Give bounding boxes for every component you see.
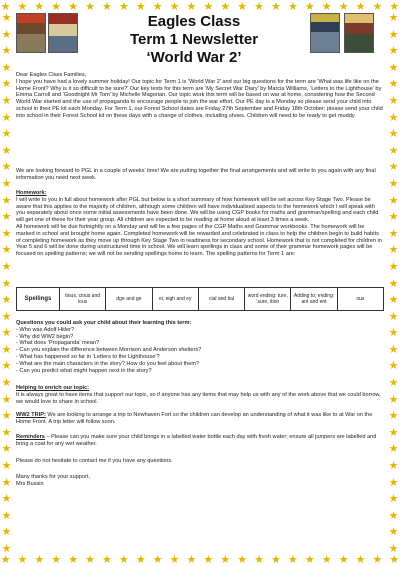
star-icon: ★ — [388, 392, 399, 406]
star-icon: ★ — [388, 93, 399, 107]
star-icon: ★ — [1, 77, 12, 91]
list-item: - Why did WW2 begin? — [16, 333, 74, 340]
star-border-top — [0, 1, 400, 13]
star-icon: ★ — [1, 127, 12, 141]
enrich-paragraph: It is always great to have items that support our topic, so if anyone has any items that may help us with any of the work above that we could borrow, we would love to share in school. — [16, 391, 381, 405]
list-item: - What does ‘Propaganda’ mean? — [16, 340, 100, 347]
star-icon: ★ — [51, 553, 62, 566]
spelling-cell: word ending: ture, ‘sure, ition — [245, 288, 291, 311]
signoff-section — [16, 474, 384, 488]
star-icon: ★ — [388, 459, 399, 473]
star-icon: ★ — [0, 553, 11, 566]
star-icon: ★ — [68, 553, 79, 566]
star-icon: ★ — [1, 193, 12, 207]
star-icon: ★ — [388, 27, 399, 41]
star-icon: ★ — [152, 553, 163, 566]
star-icon: ★ — [1, 243, 12, 257]
star-icon: ★ — [304, 0, 315, 13]
star-icon: ★ — [338, 0, 349, 13]
star-icon: ★ — [254, 553, 265, 566]
star-icon: ★ — [254, 0, 265, 13]
star-icon: ★ — [1, 525, 12, 539]
star-icon: ★ — [388, 326, 399, 340]
signature: Mrs Bussin — [16, 480, 44, 487]
star-icon: ★ — [271, 553, 281, 566]
topic-title: ‘World War 2’ — [146, 49, 242, 66]
star-icon: ★ — [372, 0, 383, 13]
star-icon: ★ — [388, 143, 399, 157]
star-icon: ★ — [1, 326, 12, 340]
star-icon: ★ — [1, 160, 12, 174]
star-icon: ★ — [1, 259, 12, 273]
homework-heading: Homework: — [16, 190, 47, 196]
enrich-heading: Helping to enrich our topic: — [16, 385, 90, 391]
star-icon: ★ — [85, 0, 95, 13]
list-item: - Who was Adolf Hitler? — [16, 326, 75, 333]
star-icon: ★ — [338, 553, 349, 566]
homework-paragraph-1: I will write to you in full about homework after PGL but below is a short summary of how homework will be set across Key Stage Two. Please be aware that this applies to the majority of children, although some children will have individualised aspects to the homework which I will speak with you separately about once some initial assessments have been done. We will be using CGP books for maths and grammar/spelling and each child will get one of these for their year group. All children are expected to be reading at home aloud at least 3 times a week. — [16, 196, 379, 224]
spelling-cell: dge and ge — [106, 288, 152, 311]
star-icon: ★ — [169, 0, 180, 13]
star-icon: ★ — [34, 553, 45, 566]
spelling-cell: tious, cious and ious — [60, 288, 106, 311]
star-icon: ★ — [186, 553, 197, 566]
star-icon: ★ — [388, 525, 399, 539]
star-icon: ★ — [388, 176, 399, 190]
reminders-paragraph — [16, 434, 384, 448]
star-icon: ★ — [85, 553, 95, 566]
star-icon: ★ — [34, 0, 45, 13]
book-cover-image — [310, 13, 340, 53]
list-item: - Can you predict what might happen next in the story? — [16, 367, 152, 374]
pgl-paragraph: We are looking forward to PGL in a couple of weeks’ time! We are putting together the final arrangements and will write to you again with any final information you need next week. — [16, 168, 376, 181]
star-icon: ★ — [388, 110, 399, 124]
spellings-header-cell: Spellings — [17, 288, 60, 311]
star-icon: ★ — [271, 0, 281, 13]
star-icon: ★ — [102, 553, 112, 566]
spelling-cell: ous — [337, 288, 383, 311]
star-icon: ★ — [118, 0, 129, 13]
star-icon: ★ — [135, 553, 146, 566]
star-icon: ★ — [1, 475, 12, 489]
star-icon: ★ — [186, 0, 197, 13]
questions-heading: Questions you could ask your child about their learning this term: — [16, 320, 192, 326]
book-cover-image — [344, 13, 374, 53]
star-icon: ★ — [388, 293, 399, 307]
spelling-table — [16, 287, 384, 311]
star-icon: ★ — [1, 442, 12, 456]
star-icon: ★ — [1, 93, 12, 107]
star-icon: ★ — [17, 0, 28, 13]
spelling-cell: cial and tial — [198, 288, 244, 311]
spelling-cell: Adding to; ending: ant and ent — [291, 288, 337, 311]
star-icon: ★ — [237, 0, 248, 13]
star-icon: ★ — [388, 442, 399, 456]
star-icon: ★ — [388, 475, 399, 489]
trip-label: WW2 TRIP: — [16, 412, 46, 418]
list-item: - Can you explain the difference between Morrison and Anderson shelters? — [16, 347, 202, 354]
star-icon: ★ — [388, 60, 399, 74]
star-icon: ★ — [0, 0, 11, 13]
star-border-right — [388, 12, 400, 554]
star-icon: ★ — [1, 392, 12, 406]
star-icon: ★ — [1, 176, 12, 190]
star-icon: ★ — [203, 553, 214, 566]
newsletter-title: Term 1 Newsletter — [129, 31, 259, 48]
star-icon: ★ — [388, 210, 399, 224]
star-icon: ★ — [1, 143, 12, 157]
spelling-cell: ei, eigh and ey — [152, 288, 198, 311]
star-icon: ★ — [388, 425, 399, 439]
star-icon: ★ — [68, 0, 79, 13]
homework-section — [16, 190, 384, 258]
reminders-label: Reminders — [16, 434, 45, 440]
star-icon: ★ — [1, 409, 12, 423]
star-icon: ★ — [388, 492, 399, 506]
star-icon: ★ — [388, 508, 399, 522]
star-icon: ★ — [389, 0, 400, 13]
star-icon: ★ — [388, 259, 399, 273]
star-icon: ★ — [388, 127, 399, 141]
questions-section — [16, 320, 384, 374]
intro-paragraph: I hope you have had a lovely summer holiday! Our topic for Term 1 is ‘World War 2’ and our big questions for the term are ‘What was life like on the Home Front? Why is it so difficult to be sure?’ Our key texts for this term are ‘My Secret War Diary’ by Marcia Williams, ‘Letters to the Lighthouse’ by Emma Carroll and ‘Goodnight Mr Tom’ by Michelle Magorian. Our topic work this term will be based on war at home, considering how the Second World War started and the use of propaganda to encourage people to join the war effort. Our PE day is a Monday so please send your child into school in their PE kit each Monday. For Term 1, our Forest School dates are Friday 27th September and Friday 18th October; please send your child into school in their Forest School kit on these days with a change of clothes, including shoes. Children will need to be ready to get muddy. — [16, 78, 383, 119]
star-icon: ★ — [118, 553, 129, 566]
star-icon: ★ — [1, 11, 12, 24]
greeting: Dear Eagles Class Families, — [16, 72, 87, 78]
trip-text: We are looking to arrange a trip to Newhaven Fort so the children can develop an understanding of what it was like to at War on the Home Front. A trip letter will follow soon. — [16, 412, 373, 425]
star-icon: ★ — [388, 309, 399, 323]
reminders-text: – Please can you make sure your child brings in a labelled water bottle each day with fresh water; ensure all jumpers are labelled and bring a coat for any wet weather. — [16, 434, 377, 447]
star-icon: ★ — [388, 226, 399, 240]
star-icon: ★ — [220, 553, 231, 566]
star-icon: ★ — [389, 553, 400, 566]
star-icon: ★ — [388, 359, 399, 373]
star-icon: ★ — [1, 425, 12, 439]
star-icon: ★ — [1, 110, 12, 124]
star-icon: ★ — [388, 409, 399, 423]
star-icon: ★ — [1, 508, 12, 522]
star-icon: ★ — [169, 553, 180, 566]
star-icon: ★ — [388, 243, 399, 257]
star-icon: ★ — [388, 77, 399, 91]
star-border-left — [1, 12, 13, 554]
star-icon: ★ — [1, 542, 12, 555]
star-icon: ★ — [1, 492, 12, 506]
star-icon: ★ — [220, 0, 231, 13]
star-icon: ★ — [287, 0, 298, 13]
star-icon: ★ — [1, 276, 12, 290]
table-row — [17, 288, 384, 311]
star-icon: ★ — [237, 553, 248, 566]
star-icon: ★ — [1, 27, 12, 41]
star-icon: ★ — [388, 44, 399, 58]
intro-section — [16, 72, 384, 120]
list-item: - What are the main characters in the story? How do you feel about them? — [16, 360, 200, 367]
star-icon: ★ — [203, 0, 214, 13]
star-icon: ★ — [321, 553, 332, 566]
star-icon: ★ — [388, 193, 399, 207]
star-icon: ★ — [388, 276, 399, 290]
star-icon: ★ — [304, 553, 315, 566]
homework-paragraph-2: All homework will be due fortnightly on a Monday and will be a few pages of the CGP Maths and Grammar workbooks. The homework will be marked in school and brought home again. Completed homework will be rewarded and celebrated in class to help the children begin to build habits of completing homework as they move up through Key Stage Two in readiness for secondary school. Homework that is not completed for children in Year 5 and 6 will be done during unstructured time in school. We will learn spellings in class and some of their grammar homework pages will be focused on spelling patterns; we will not be sending spellings home to learn. The spelling patterns for Term 1 are: — [16, 223, 382, 258]
contact-paragraph: Please do not hesitate to contact me if you have any questions. — [16, 458, 173, 464]
star-icon: ★ — [1, 226, 12, 240]
star-icon: ★ — [388, 160, 399, 174]
star-icon: ★ — [388, 342, 399, 356]
star-icon: ★ — [1, 342, 12, 356]
star-icon: ★ — [1, 459, 12, 473]
star-icon: ★ — [287, 553, 298, 566]
list-item: - What has happened so far in ‘Letters to the Lighthouse’? — [16, 353, 160, 360]
star-icon: ★ — [372, 553, 383, 566]
star-icon: ★ — [152, 0, 163, 13]
star-icon: ★ — [355, 553, 366, 566]
star-icon: ★ — [1, 309, 12, 323]
star-icon: ★ — [1, 210, 12, 224]
star-icon: ★ — [135, 0, 146, 13]
star-icon: ★ — [1, 376, 12, 390]
star-border-bottom — [0, 554, 400, 566]
enrich-section — [16, 385, 384, 405]
star-icon: ★ — [321, 0, 332, 13]
star-icon: ★ — [388, 376, 399, 390]
star-icon: ★ — [1, 293, 12, 307]
star-icon: ★ — [51, 0, 62, 13]
signoff: Many thanks for your support, — [16, 474, 90, 480]
star-icon: ★ — [17, 553, 28, 566]
star-icon: ★ — [1, 60, 12, 74]
class-title: Eagles Class — [147, 13, 241, 30]
book-cover-image — [16, 13, 46, 53]
star-icon: ★ — [102, 0, 112, 13]
star-icon: ★ — [355, 0, 366, 13]
trip-paragraph — [16, 412, 384, 426]
star-icon: ★ — [1, 359, 12, 373]
star-icon: ★ — [388, 542, 399, 555]
star-icon: ★ — [1, 44, 12, 58]
star-icon: ★ — [388, 11, 399, 24]
book-cover-image — [48, 13, 78, 53]
